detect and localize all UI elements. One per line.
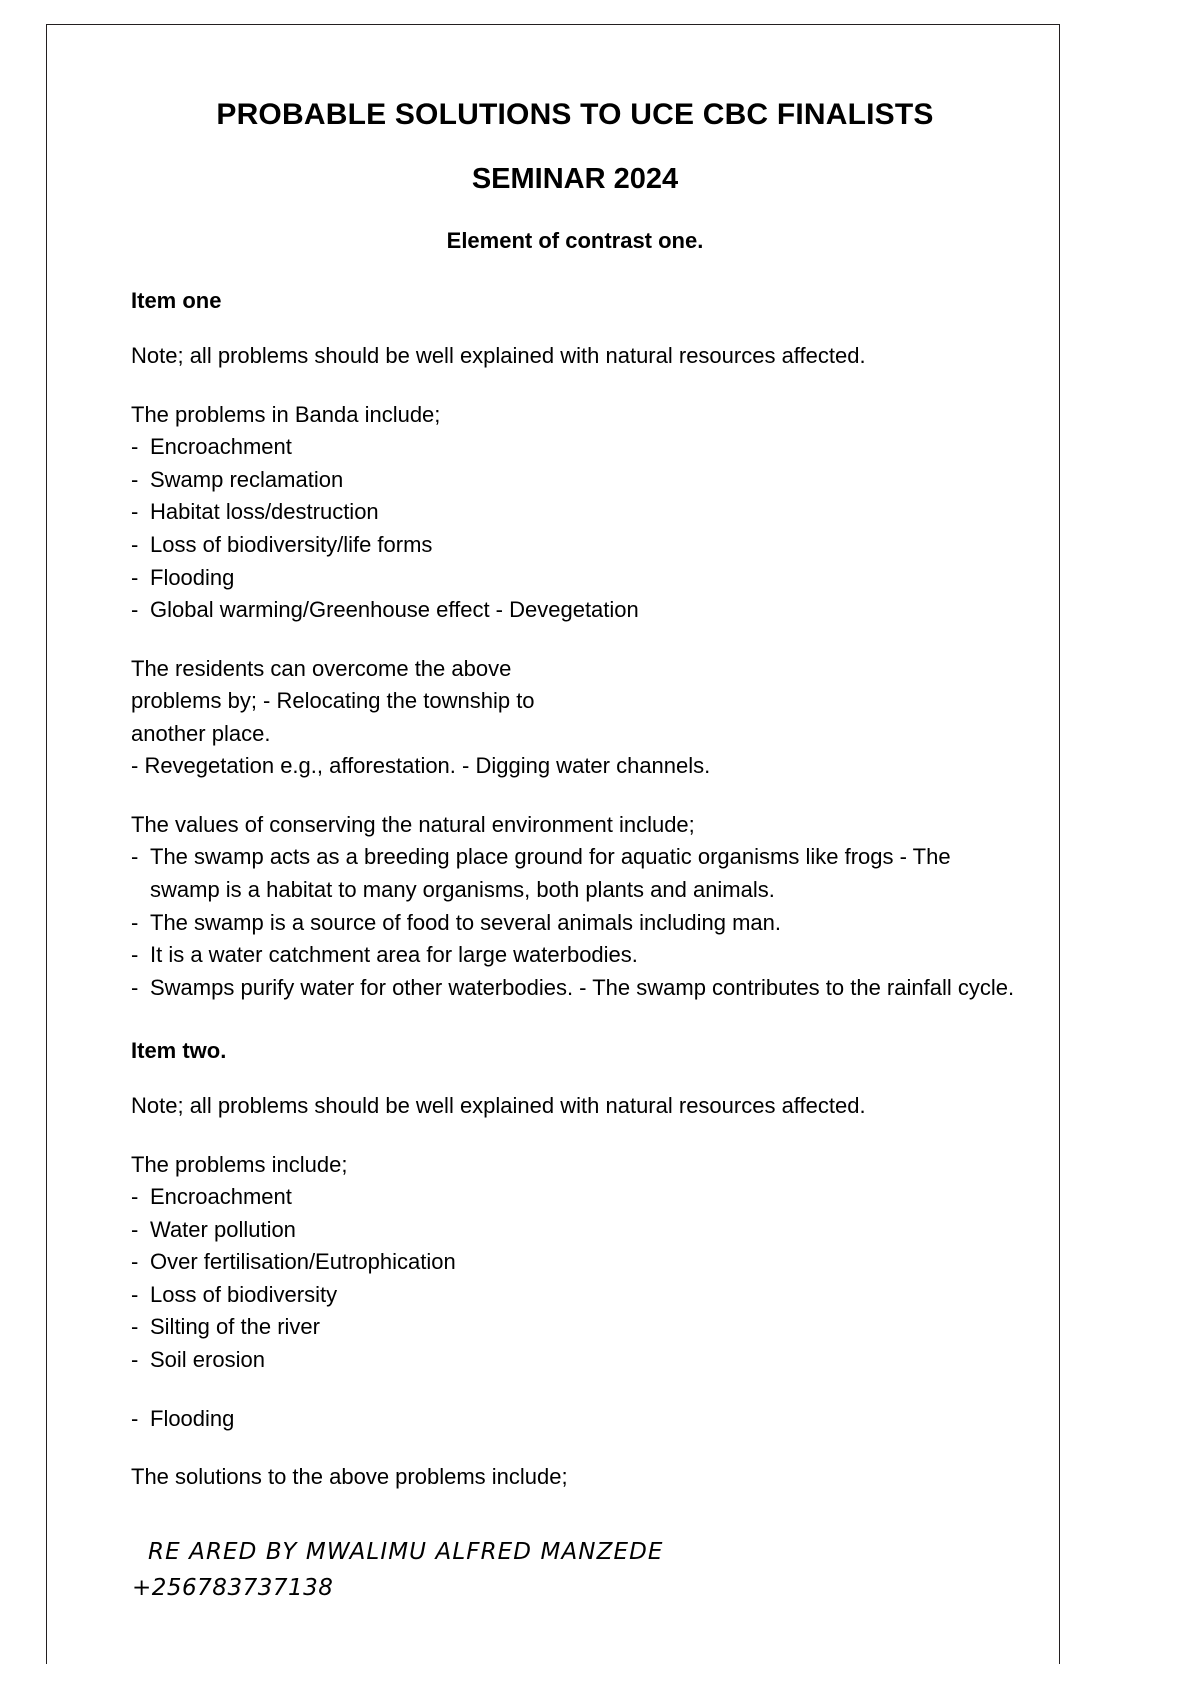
list-item: - Encroachment bbox=[131, 1181, 1019, 1214]
list-item: - Flooding bbox=[131, 562, 1019, 595]
item-one-problems-list bbox=[131, 431, 1019, 626]
item-two-heading: Item two. bbox=[131, 1038, 227, 1064]
item-one-values-intro: The values of conserving the natural environment include; bbox=[131, 811, 695, 837]
page-subtitle: SEMINAR 2024 bbox=[471, 162, 679, 195]
list-item: - Soil erosion bbox=[131, 1344, 1019, 1377]
list-item: - Over fertilisation/Eutrophication bbox=[131, 1246, 1019, 1279]
list-item: - Habitat loss/destruction bbox=[131, 496, 1019, 529]
item-one-note: Note; all problems should be well explained with natural resources affected. bbox=[131, 343, 866, 369]
list-item: - Loss of biodiversity/life forms bbox=[131, 529, 1019, 562]
list-item: - The swamp acts as a breeding place ground for aquatic organisms like frogs - The swamp is a habitat to many organisms, both plants and animals. bbox=[131, 841, 1019, 906]
list-item: - Flooding bbox=[131, 1403, 1019, 1436]
item-one-problems-intro: The problems in Banda include; bbox=[131, 401, 441, 427]
item-two-note: Note; all problems should be well explained with natural resources affected. bbox=[131, 1093, 866, 1119]
list-item: - Silting of the river bbox=[131, 1311, 1019, 1344]
document-content bbox=[131, 96, 1019, 1494]
list-item: - The swamp is a source of food to several animals including man. bbox=[131, 907, 1019, 940]
item-two-problems-extra-list bbox=[131, 1403, 1019, 1436]
list-item: - Global warming/Greenhouse effect - Devegetation bbox=[131, 594, 1019, 627]
list-item: - Encroachment bbox=[131, 431, 1019, 464]
list-item: - Swamps purify water for other waterbodies. - The swamp contributes to the rainfall cycle. bbox=[131, 972, 1019, 1005]
document-footer bbox=[132, 1535, 1008, 1606]
item-one-heading: Item one bbox=[131, 288, 222, 314]
text-line: The residents can overcome the above bbox=[131, 655, 512, 681]
item-two-solutions-intro: The solutions to the above problems include; bbox=[131, 1464, 568, 1490]
section-heading: Element of contrast one. bbox=[446, 228, 704, 254]
list-item: - It is a water catchment area for large waterbodies. bbox=[131, 939, 1019, 972]
footer-phone: +256783737138 bbox=[132, 1574, 334, 1601]
item-two-problems-list bbox=[131, 1181, 1019, 1376]
list-item: - Water pollution bbox=[131, 1214, 1019, 1247]
footer-prepared-by: RE ARED BY MWALIMU ALFRED MANZEDE bbox=[148, 1539, 664, 1565]
text-line: - Revegetation e.g., afforestation. - Digging water channels. bbox=[131, 753, 711, 779]
item-one-overcome-block bbox=[131, 653, 1019, 783]
item-one-values-list bbox=[131, 841, 1019, 1004]
page-title: PROBABLE SOLUTIONS TO UCE CBC FINALISTS bbox=[216, 98, 934, 131]
text-line: another place. bbox=[131, 720, 271, 746]
item-two-problems-intro: The problems include; bbox=[131, 1151, 348, 1177]
list-item: - Loss of biodiversity bbox=[131, 1279, 1019, 1312]
text-line: problems by; - Relocating the township to bbox=[131, 688, 535, 714]
list-item: - Swamp reclamation bbox=[131, 464, 1019, 497]
